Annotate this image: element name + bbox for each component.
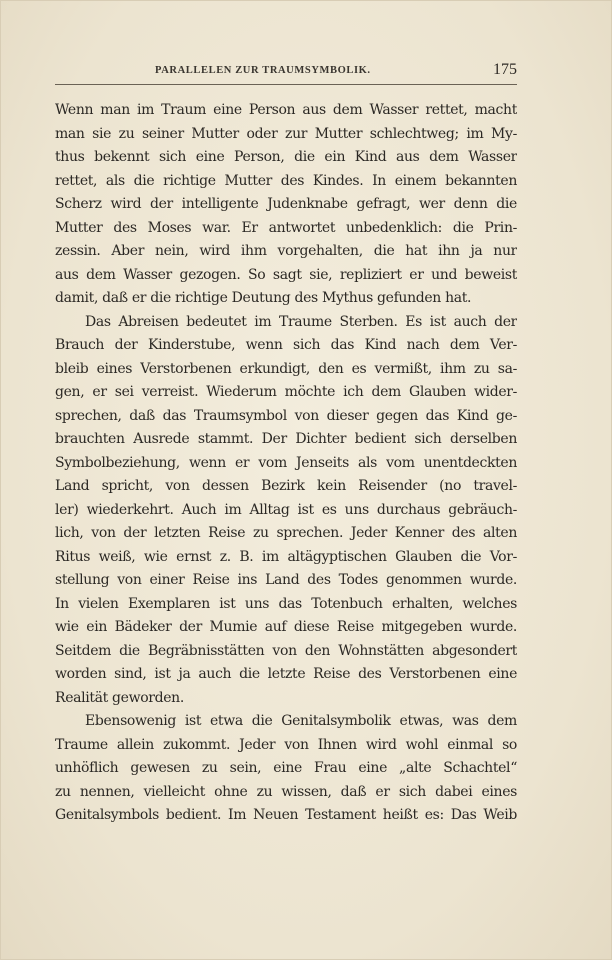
text-line: gen, er sei verreist. Wiederum möchte ich dem Glauben wider- — [55, 384, 517, 400]
text-line: Genitalsymbols bedient. Im Neuen Testament heißt es: Das Weib — [55, 807, 517, 823]
text-line: zu nennen, vielleicht ohne zu wissen, daß er sich dabei eines — [55, 783, 517, 800]
text-line: Seitdem die Begräbnisstätten von den Wohnstätten abgesondert — [55, 642, 517, 659]
text-line: worden sind, ist ja auch die letzte Reise des Verstorbenen eine — [55, 666, 517, 682]
text-line: lich, von der letzten Reise zu sprechen. Jeder Kenner des alten — [55, 525, 517, 541]
text-line: Symbolbeziehung, wenn er vom Jenseits als vom unentdeckten — [55, 454, 517, 471]
running-title: PARALLELEN ZUR TRAUMSYMBOLIK. — [155, 65, 371, 76]
text-line: rettet, als die richtige Mutter des Kindes. In einem bekannten — [55, 172, 517, 189]
text-line: bleib eines Verstorbenen erkundigt, den es vermißt, ihm zu sa- — [55, 360, 517, 377]
text-line: Ebensowenig ist etwa die Genitalsymbolik etwas, was dem — [85, 713, 517, 729]
text-line: Brauch der Kinderstube, wenn sich das Kind nach dem Ver- — [55, 337, 517, 353]
text-line: Realität geworden. — [55, 689, 184, 706]
text-line: zessin. Aber nein, wird ihm vorgehalten, die hat ihn ja nur — [55, 243, 517, 259]
text-line: Traume allein zukommt. Jeder von Ihnen wird wohl einmal so — [55, 736, 517, 753]
text-line: brauchten Ausrede stammt. Der Dichter bedient sich derselben — [55, 431, 517, 447]
text-line: In vielen Exemplaren ist uns das Totenbuch erhalten, welches — [55, 595, 517, 612]
page-header — [55, 61, 517, 83]
text-line: ler) wiederkehrt. Auch im Alltag ist es uns durchaus gebräuch- — [55, 501, 517, 518]
page-number: 175 — [493, 61, 517, 78]
text-line: thus bekennt sich eine Person, die ein Kind aus dem Wasser — [55, 149, 517, 165]
text-line: Land spricht, von dessen Bezirk kein Reisender (no travel- — [55, 478, 517, 494]
text-line: Scherz wird der intelligente Judenknabe gefragt, wer denn die — [55, 196, 517, 212]
text-line: sprechen, daß das Traumsymbol von dieser gegen das Kind ge- — [55, 407, 517, 424]
text-line: Wenn man im Traum eine Person aus dem Wasser rettet, macht — [55, 102, 517, 118]
text-line: man sie zu seiner Mutter oder zur Mutter schlechtweg; im My- — [55, 125, 517, 142]
text-line: damit, daß er die richtige Deutung des Mythus gefunden hat. — [55, 290, 472, 306]
text-line: stellung von einer Reise ins Land des Todes genommen wurde. — [55, 572, 517, 588]
text-line: wie ein Bädeker der Mumie auf diese Reise mitgegeben wurde. — [55, 619, 517, 635]
text-line: Ritus weiß, wie ernst z. B. im altägyptischen Glauben die Vor- — [55, 548, 517, 565]
text-line: Das Abreisen bedeutet im Traume Sterben. Es ist auch der — [85, 313, 517, 330]
body-text — [55, 99, 517, 828]
text-line: unhöflich gewesen zu sein, eine Frau eine „alte Schachtel“ — [55, 760, 517, 776]
header-rule — [55, 84, 517, 85]
text-line: aus dem Wasser gezogen. So sagt sie, repliziert er und beweist — [55, 266, 517, 283]
text-line: Mutter des Moses war. Er antwortet unbedenklich: die Prin- — [55, 219, 517, 236]
